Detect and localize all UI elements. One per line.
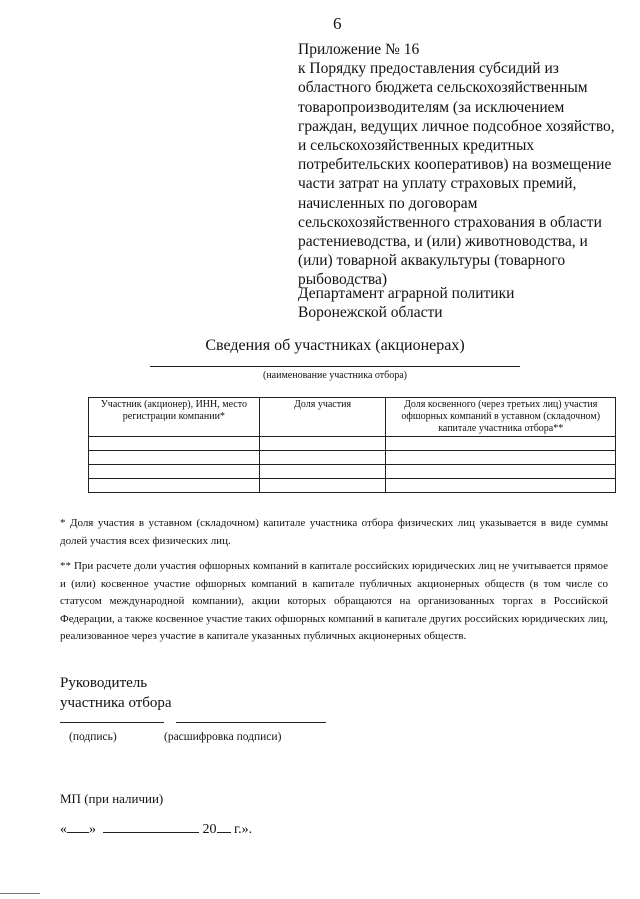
table-cell[interactable]	[259, 479, 386, 493]
appendix-header	[298, 40, 618, 290]
appendix-line: части затрат на уплату страховых премий,	[298, 175, 577, 193]
appendix-line: (или) товарной аквакультуры (товарного	[298, 252, 566, 270]
signatory-title-line1: Руководитель	[60, 675, 148, 691]
appendix-line: товаропроизводителям (за исключением	[298, 98, 565, 116]
signatory-title	[60, 673, 172, 713]
seal-note: МП (при наличии)	[60, 791, 164, 806]
table-cell[interactable]	[259, 465, 386, 479]
table-header-row	[89, 398, 616, 437]
department-name: Департамент аграрной политики	[298, 285, 515, 302]
participant-name-caption: (наименование участника отбора)	[263, 370, 407, 381]
page-number: 6	[333, 14, 342, 33]
column-header-participant: Участник (акционер), ИНН, место регистрации компании*	[89, 398, 260, 437]
participant-name-line	[150, 366, 520, 367]
date-month-blank[interactable]	[103, 820, 199, 833]
date-year-suffix: г.».	[230, 822, 253, 837]
table-row	[89, 451, 616, 465]
signature-decoding-line[interactable]	[176, 722, 326, 723]
table-cell[interactable]	[386, 437, 616, 451]
table-cell[interactable]	[259, 451, 386, 465]
appendix-line: к Порядку предоставления субсидий из	[298, 60, 559, 78]
appendix-line: областного бюджета сельскохозяйственным	[298, 79, 588, 97]
signature-caption: (подпись)	[69, 731, 117, 743]
appendix-line: Приложение № 16	[298, 41, 420, 58]
table-cell[interactable]	[89, 437, 260, 451]
date-year-prefix: 20	[202, 822, 217, 837]
form-title: Сведения об участниках (акционерах)	[205, 337, 465, 354]
table-row	[89, 465, 616, 479]
department-region: Воронежской области	[298, 304, 443, 321]
appendix-line: потребительских кооперативов) на возмещение	[298, 156, 612, 174]
appendix-line: рыбоводства)	[298, 271, 388, 289]
table-cell[interactable]	[259, 437, 386, 451]
appendix-line: растениеводства, и (или) животноводства, и	[298, 233, 588, 251]
column-header-offshore-share: Доля косвенного (через третьих лиц) участия офшорных компаний в уставном (складочном) капитале участника отбора**	[386, 398, 616, 437]
table-cell[interactable]	[89, 465, 260, 479]
date-day-blank[interactable]	[67, 820, 89, 833]
footnote-offshore: ** При расчете доли участия офшорных компаний в капитале российских юридических лиц не учитывается прямое и (или) косвенное участие офшорных компаний в капитале публичных акционерных обществ (в том числе со статусом международной компании), акции которых обращаются на организованных торгах в Российской Федерации, а также косвенное участие таких офшорных компаний в капитале других российских юридических лиц, реализованное через участие в капитале указанных публичных акционерных обществ.	[60, 560, 608, 642]
signature-line[interactable]	[60, 722, 164, 723]
date-close-quote: »	[89, 822, 96, 837]
appendix-line: начисленных по договорам	[298, 194, 478, 212]
table-row	[89, 437, 616, 451]
footnote-individuals: * Доля участия в уставном (складочном) капитале участника отбора физических лиц указывается в виде суммы долей участия всех физических лиц.	[60, 517, 608, 547]
table-cell[interactable]	[89, 451, 260, 465]
date-year-blank[interactable]	[217, 820, 231, 833]
date-line	[60, 820, 252, 838]
department-block	[298, 284, 514, 322]
signatory-title-line2: участника отбора	[60, 695, 172, 711]
table-cell[interactable]	[386, 451, 616, 465]
scan-edge-mark	[0, 893, 40, 894]
participants-table	[88, 397, 616, 493]
appendix-line: граждан, ведущих личное подсобное хозяйство,	[298, 117, 615, 135]
date-open-quote: «	[60, 822, 67, 837]
table-cell[interactable]	[386, 479, 616, 493]
table-cell[interactable]	[386, 465, 616, 479]
column-header-share: Доля участия	[259, 398, 386, 437]
table-cell[interactable]	[89, 479, 260, 493]
appendix-line: и сельскохозяйственных кредитных	[298, 137, 535, 155]
signature-decoding-caption: (расшифровка подписи)	[164, 731, 282, 743]
appendix-line: сельскохозяйственного страхования в области	[298, 213, 602, 231]
table-row	[89, 479, 616, 493]
